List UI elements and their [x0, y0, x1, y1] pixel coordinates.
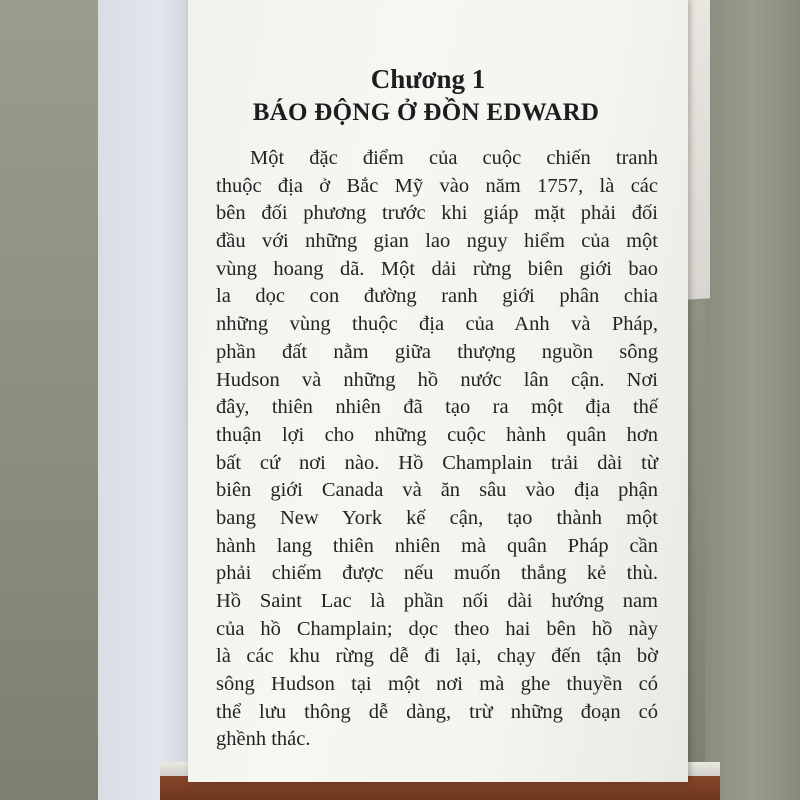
text-line: thuộc địa ở Bắc Mỹ vào năm 1757, là các — [216, 174, 658, 197]
text-line: là các khu rừng dễ đi lại, chạy đến tận bờ — [216, 645, 658, 668]
text-line: những vùng thuộc địa của Anh và Pháp, — [216, 313, 658, 336]
text-line: phần đất nằm giữa thượng nguồn sông — [216, 340, 658, 363]
text-line: phải chiếm được nếu muốn thắng kẻ thù. — [216, 562, 658, 585]
text-line: thuận lợi cho những cuộc hành quân hơn — [216, 423, 658, 446]
text-line: đầu với những gian lao nguy hiểm của một — [216, 230, 658, 253]
text-line: đây, thiên nhiên đã tạo ra một địa thế — [216, 396, 658, 419]
text-line: biên giới Canada và ăn sâu vào địa phận — [216, 479, 658, 502]
text-line: thể lưu thông dễ dàng, trừ những đoạn có — [216, 700, 658, 723]
text-line: Hồ Saint Lac là phần nối dài hướng nam — [216, 590, 658, 612]
book-spine — [705, 0, 800, 800]
chapter-number: Chương 1 — [370, 64, 486, 94]
text-line: Một đặc điểm của cuộc chiến tranh — [250, 147, 658, 169]
text-line: sông Hudson tại một nơi mà ghe thuyền có — [216, 673, 658, 696]
left-page-edge — [98, 0, 199, 800]
text-line: Hudson và những hồ nước lân cận. Nơi — [216, 368, 658, 391]
paragraph — [216, 145, 658, 754]
text-line: ghềnh thác. — [216, 728, 311, 751]
text-line: bang New York kế cận, tạo thành một — [216, 506, 658, 529]
text-line: vùng hoang dã. Một dải rừng biên giới bao — [216, 257, 658, 280]
text-line: của hồ Champlain; dọc theo hai bên hồ này — [216, 617, 658, 640]
text-line: hành lang thiên nhiên mà quân Pháp cần — [216, 534, 658, 557]
text-line: bên đối phương trước khi giáp mặt phải đối — [216, 202, 658, 225]
text-line: bất cứ nơi nào. Hồ Champlain trải dài từ — [216, 451, 658, 474]
chapter-title: BÁO ĐỘNG Ở ĐỒN EDWARD — [252, 99, 600, 126]
text-line: la dọc con đường ranh giới phân chia — [216, 285, 658, 308]
